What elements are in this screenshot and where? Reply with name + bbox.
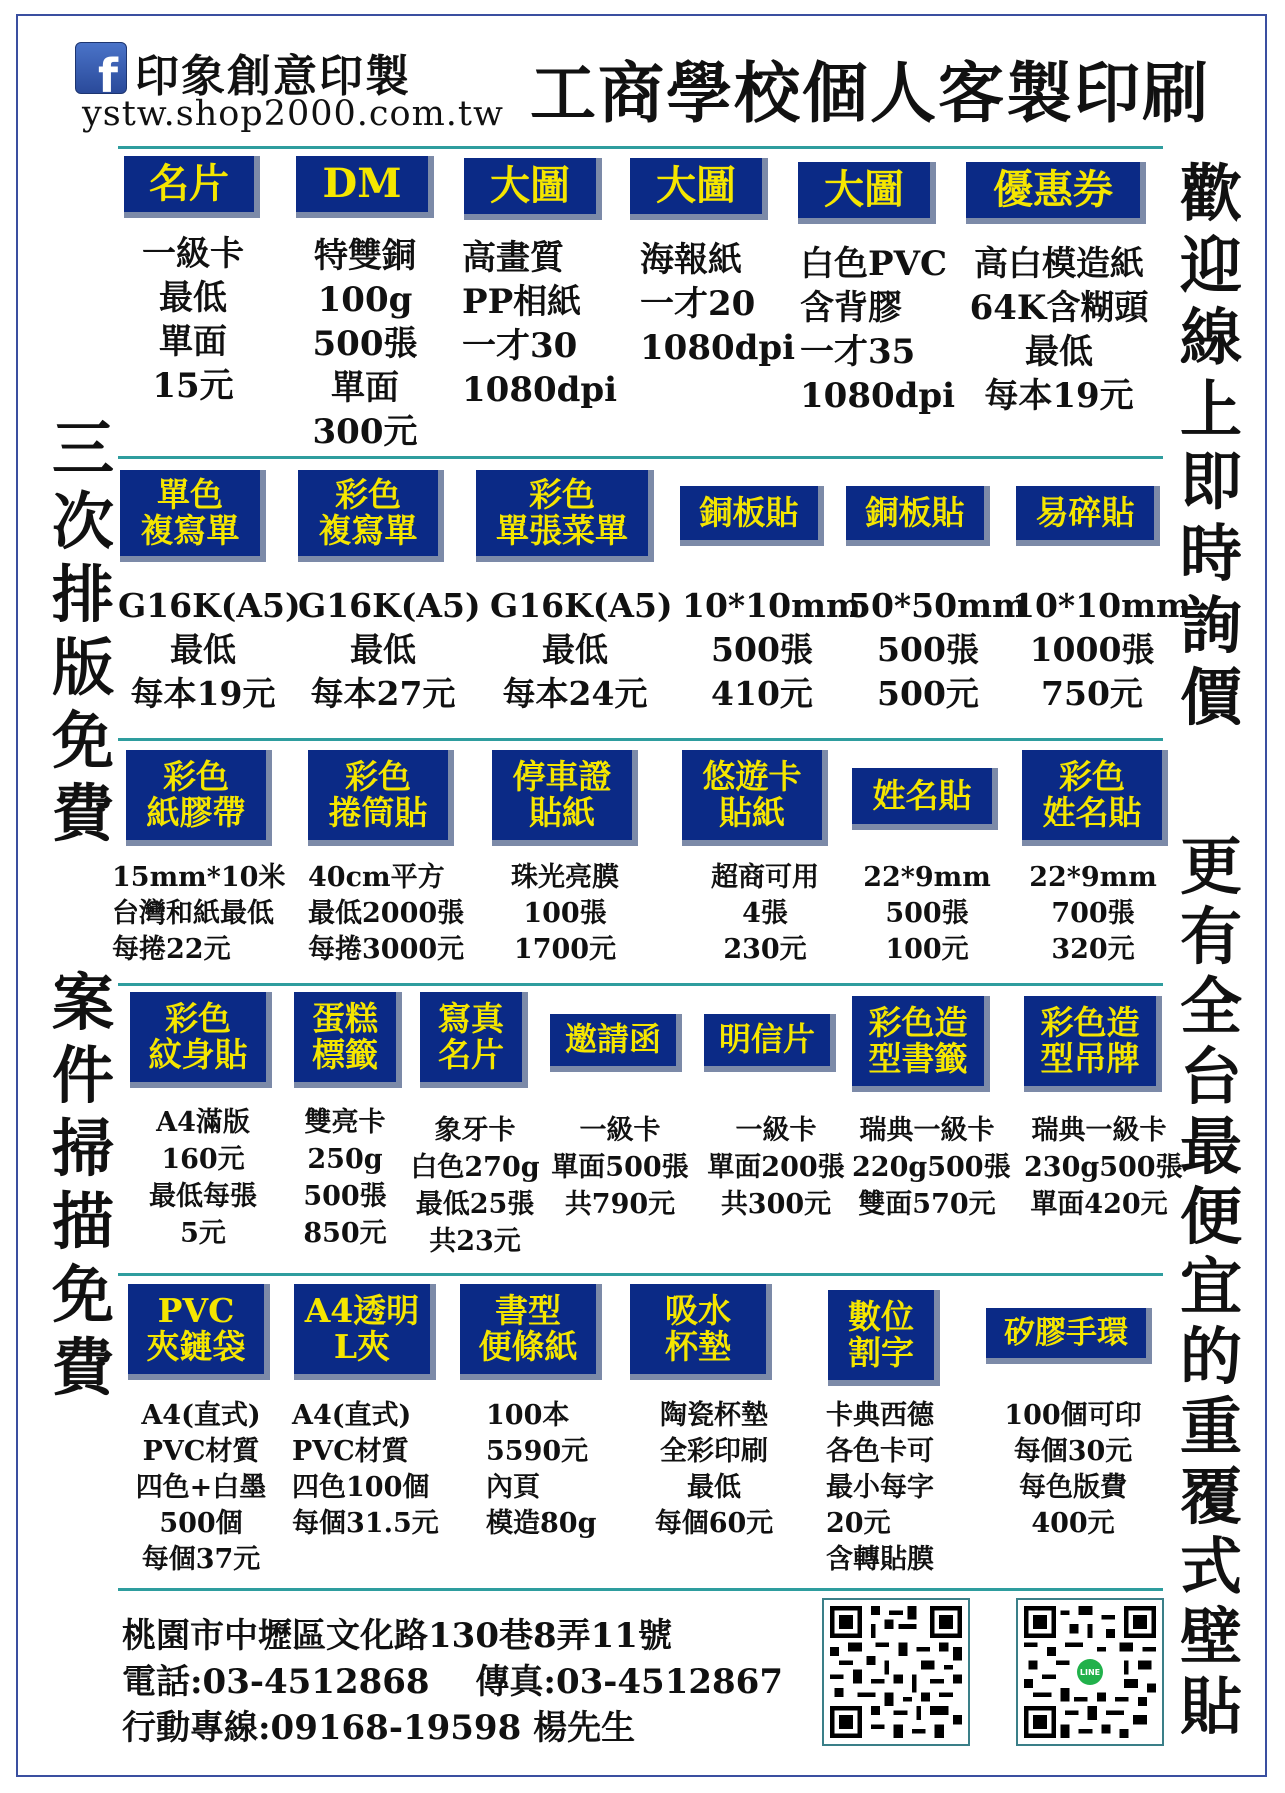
product-tag-large-print[interactable]: 大圖 — [630, 158, 768, 220]
headline: 工商學校個人客製印刷 — [530, 54, 1210, 132]
divider — [118, 456, 1163, 459]
product-tag-tattoo-sticker[interactable]: 彩色 紋身貼 — [130, 992, 272, 1088]
slogan-char: 價 — [1179, 661, 1242, 734]
slogan-char: 便 — [1179, 1180, 1242, 1253]
divider — [118, 1273, 1163, 1276]
product-desc: 瑞典一級卡 230g500張 單面420元 — [1024, 1115, 1183, 1220]
product-desc: 40cm平方 最低2000張 每捲3000元 — [308, 862, 465, 965]
slogan-char: 次 — [51, 485, 114, 558]
slogan-char: 費 — [51, 777, 114, 850]
product-tag-copper-sticker[interactable]: 銅板貼 — [846, 486, 990, 546]
product-desc: 象牙卡 白色270g 最低25張 共23元 — [410, 1115, 540, 1257]
mobile-contact: 行動專線:09168-19598 楊先生 — [122, 1708, 636, 1748]
slogan-char: 迎 — [1179, 229, 1242, 302]
product-desc: 瑞典一級卡 220g500張 雙面570元 — [852, 1115, 1011, 1220]
slogan-char: 掃 — [51, 1112, 114, 1185]
product-tag-easycard-sticker[interactable]: 悠遊卡 貼紙 — [682, 750, 828, 846]
address: 桃園市中壢區文化路130巷8弄11號 — [122, 1616, 672, 1656]
product-desc: 雙亮卡 250g 500張 850元 — [303, 1107, 387, 1249]
shop-url[interactable]: ystw.shop2000.com.tw — [82, 94, 504, 134]
right-slogan-top — [1178, 158, 1244, 734]
product-tag-large-print[interactable]: 大圖 — [464, 158, 602, 220]
product-tag-color-name-sticker[interactable]: 彩色 姓名貼 — [1022, 750, 1168, 846]
product-desc: 高畫質 PP相紙 一才30 1080dpi — [462, 238, 618, 410]
qr-code-line[interactable] — [1016, 1598, 1164, 1746]
product-desc: 22*9mm 500張 100元 — [863, 862, 991, 965]
slogan-char: 版 — [51, 631, 114, 704]
left-slogan-bottom — [50, 966, 116, 1404]
line-logo-text: LINE — [1077, 1659, 1103, 1685]
product-desc: 10*10mm 1000張 750元 — [1012, 586, 1191, 713]
divider — [118, 146, 1163, 149]
product-tag-memo-pad[interactable]: 書型 便條紙 — [460, 1284, 602, 1380]
slogan-char: 貼 — [1179, 1670, 1242, 1743]
phone-fax: 電話:03-4512868 傳真:03-4512867 — [122, 1662, 783, 1702]
product-tag-coupon[interactable]: 優惠券 — [966, 162, 1146, 224]
slogan-char: 覆 — [1179, 1460, 1242, 1533]
product-tag-bookmark[interactable]: 彩色造 型書籤 — [852, 996, 990, 1092]
slogan-char: 免 — [51, 1258, 114, 1331]
product-desc: 一級卡 單面500張 共790元 — [551, 1115, 689, 1220]
slogan-char: 壁 — [1179, 1600, 1242, 1673]
shop-name: 印象創意印製 — [135, 51, 411, 102]
product-tag-zipper-bag[interactable]: PVC 夾鏈袋 — [128, 1284, 270, 1380]
divider — [118, 738, 1163, 741]
product-tag-business-card[interactable]: 名片 — [124, 156, 260, 218]
slogan-char: 重 — [1179, 1390, 1242, 1463]
product-desc: 海報紙 一才20 1080dpi — [640, 240, 796, 368]
product-desc: 一級卡 最低 單面 15元 — [142, 234, 244, 406]
product-tag-roll-sticker[interactable]: 彩色 捲筒貼 — [308, 750, 454, 846]
slogan-char: 上 — [1179, 373, 1242, 446]
right-slogan-bottom — [1178, 832, 1244, 1742]
slogan-char: 即 — [1179, 445, 1242, 518]
product-tag-menu[interactable]: 彩色 單張菜單 — [476, 470, 654, 562]
slogan-char: 最 — [1179, 1110, 1242, 1183]
product-tag-photo-card[interactable]: 寫真 名片 — [420, 992, 528, 1088]
product-tag-l-folder[interactable]: A4透明 L夾 — [294, 1284, 436, 1380]
product-desc: 50*50mm 500張 500元 — [848, 586, 1027, 713]
slogan-char: 件 — [51, 1039, 114, 1112]
product-desc: 特雙銅 100g 500張 單面 300元 — [312, 236, 418, 452]
product-tag-invitation[interactable]: 邀請函 — [550, 1014, 682, 1072]
product-desc: 100個可印 每個30元 每色版費 400元 — [1004, 1400, 1142, 1539]
product-desc: 高白模造紙 64K含糊頭 最低 每本19元 — [969, 244, 1149, 416]
product-desc: 10*10mm 500張 410元 — [682, 586, 861, 713]
product-tag-color-carbonless[interactable]: 彩色 複寫單 — [298, 470, 444, 562]
slogan-char: 詢 — [1179, 589, 1242, 662]
product-tag-dm[interactable]: DM — [296, 156, 434, 218]
product-desc: G16K(A5) 最低 每本27元 — [298, 586, 481, 713]
product-tag-fragile-sticker[interactable]: 易碎貼 — [1016, 486, 1160, 546]
slogan-char: 的 — [1179, 1320, 1242, 1393]
product-desc: A4(直式) PVC材質 四色100個 每個31.5元 — [292, 1400, 439, 1539]
line-icon — [1073, 1655, 1107, 1689]
left-slogan-top — [50, 412, 116, 850]
slogan-char: 式 — [1179, 1530, 1242, 1603]
slogan-char: 歡 — [1179, 157, 1242, 230]
slogan-char: 有 — [1179, 900, 1242, 973]
divider — [118, 983, 1163, 986]
slogan-char: 案 — [51, 966, 114, 1039]
slogan-char: 排 — [51, 558, 114, 631]
product-desc: 15mm*10米 台灣和紙最低 每捲22元 — [112, 862, 286, 965]
slogan-char: 時 — [1179, 517, 1242, 590]
product-desc: 100本 5590元 內頁 模造80g — [486, 1400, 597, 1539]
product-tag-name-sticker[interactable]: 姓名貼 — [852, 768, 998, 830]
product-tag-washi-tape[interactable]: 彩色 紙膠帶 — [126, 750, 272, 846]
product-tag-mono-carbonless[interactable]: 單色 複寫單 — [120, 470, 266, 562]
product-tag-large-print[interactable]: 大圖 — [798, 162, 936, 224]
slogan-char: 線 — [1179, 301, 1242, 374]
product-desc: A4滿版 160元 最低每張 5元 — [149, 1107, 257, 1249]
facebook-icon[interactable]: f — [75, 42, 127, 94]
product-desc: 陶瓷杯墊 全彩印刷 最低 每個60元 — [654, 1400, 774, 1539]
product-desc: 珠光亮膜 100張 1700元 — [511, 862, 619, 965]
product-desc: G16K(A5) 最低 每本24元 — [490, 586, 673, 713]
product-desc: 22*9mm 700張 320元 — [1029, 862, 1157, 965]
divider — [118, 1588, 1163, 1591]
product-desc: A4(直式) PVC材質 四色+白墨 500個 每個37元 — [135, 1400, 267, 1575]
product-tag-hang-tag[interactable]: 彩色造 型吊牌 — [1024, 996, 1162, 1092]
slogan-char: 三 — [51, 412, 114, 485]
product-desc: 卡典西德 各色卡可 最小每字 20元 含轉貼膜 — [826, 1400, 934, 1575]
slogan-char: 宜 — [1179, 1250, 1242, 1323]
product-tag-coaster[interactable]: 吸水 杯墊 — [630, 1284, 772, 1380]
qr-code-website[interactable] — [822, 1598, 970, 1746]
qr-code-icon — [830, 1606, 962, 1738]
product-tag-parking-sticker[interactable]: 停車證 貼紙 — [492, 750, 638, 846]
product-desc: 超商可用 4張 230元 — [711, 862, 819, 965]
slogan-char: 描 — [51, 1185, 114, 1258]
product-desc: 一級卡 單面200張 共300元 — [707, 1115, 845, 1220]
slogan-char: 更 — [1179, 830, 1242, 903]
product-desc: G16K(A5) 最低 每本19元 — [118, 586, 301, 713]
product-tag-copper-sticker[interactable]: 銅板貼 — [680, 486, 824, 546]
product-desc: 白色PVC 含背膠 一才35 1080dpi — [800, 244, 956, 416]
slogan-char: 台 — [1179, 1040, 1242, 1113]
slogan-char: 免 — [51, 704, 114, 777]
product-tag-postcard[interactable]: 明信片 — [704, 1014, 836, 1072]
product-tag-vinyl-cutting[interactable]: 數位 割字 — [828, 1290, 940, 1386]
product-tag-silicone-wristband[interactable]: 矽膠手環 — [986, 1308, 1152, 1364]
product-tag-cake-label[interactable]: 蛋糕 標籤 — [294, 992, 402, 1088]
slogan-char: 全 — [1179, 970, 1242, 1043]
slogan-char: 費 — [51, 1331, 114, 1404]
